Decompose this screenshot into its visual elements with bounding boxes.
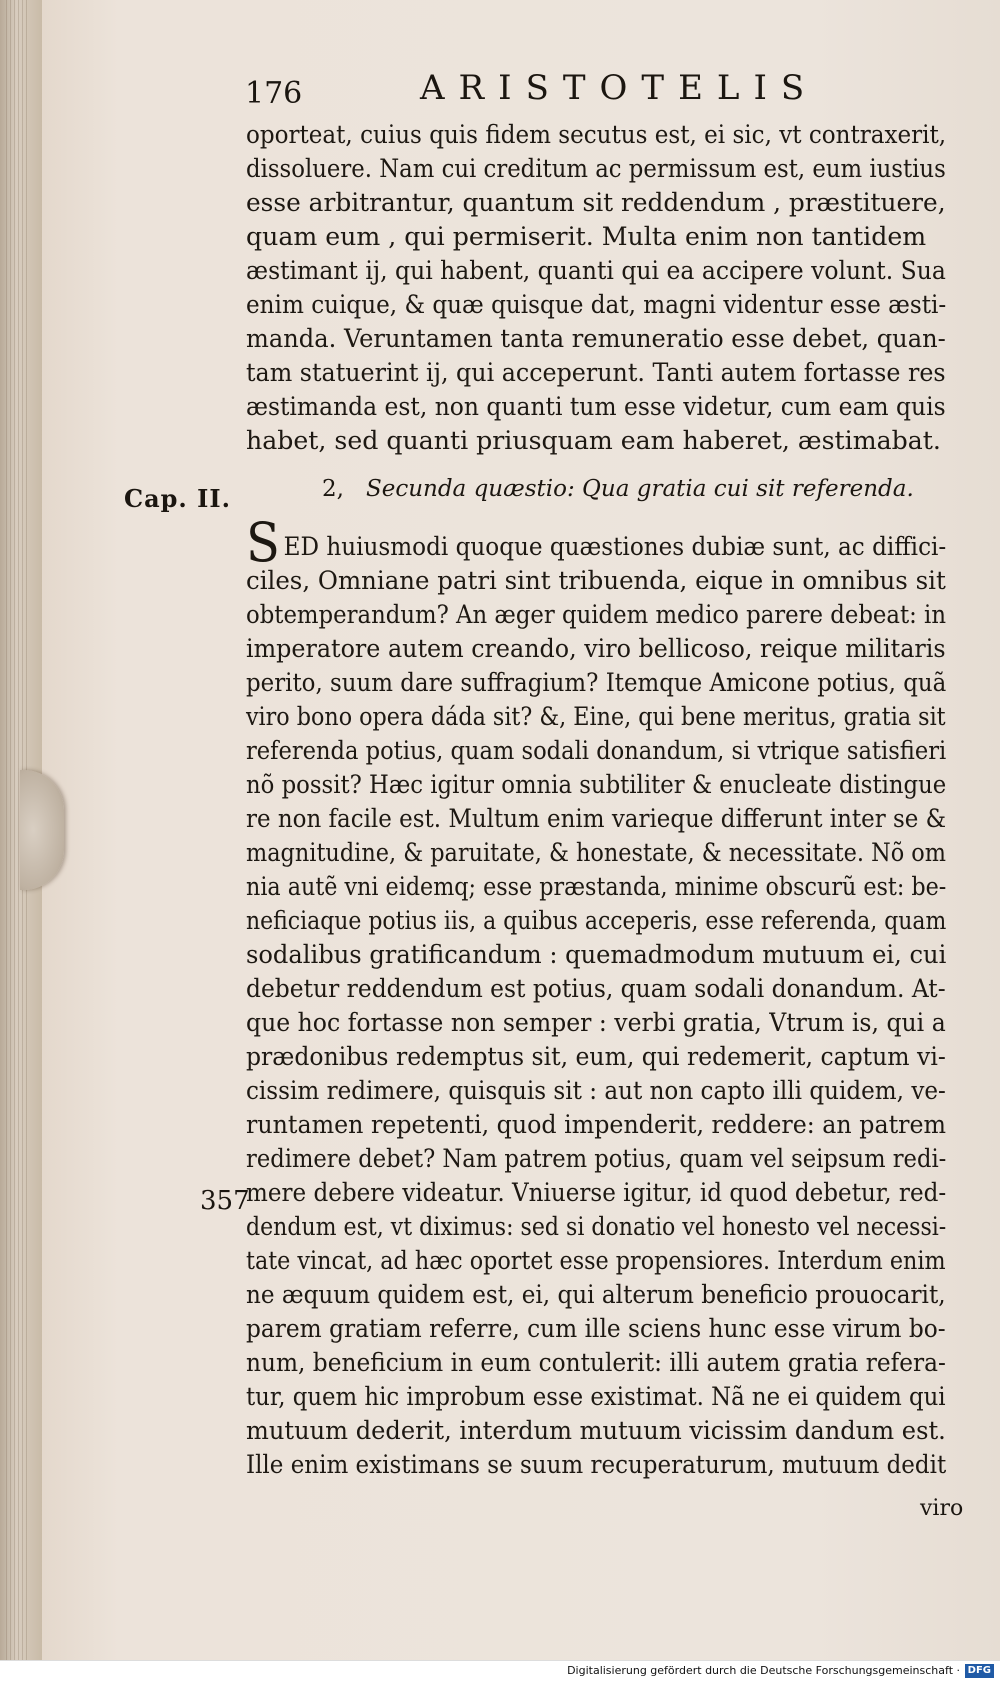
running-head [245, 62, 819, 111]
text-line: cissim redimere, quisquis sit : aut non capto illi quidem, ve- [246, 1076, 946, 1105]
chapter-heading-text: Secunda quæstio: Qua gratia cui sit referenda. [365, 476, 914, 502]
text-line: manda. Veruntamen tanta remuneratio esse debet, quan- [246, 324, 946, 353]
text-line: æstimant ij, qui habent, quanti qui ea accipere volunt. Sua [246, 256, 946, 285]
text-line: enim cuique, & quæ quisque dat, magni videntur esse æsti- [246, 290, 947, 319]
text-line: prædonibus redemptus sit, eum, qui redemerit, captum vi- [246, 1042, 946, 1071]
text-line: esse arbitrantur, quantum sit reddendum , præstituere, [246, 188, 946, 217]
text-line: mere debere videatur. Vniuerse igitur, id quod debetur, red- [246, 1178, 947, 1207]
drop-cap: S [246, 511, 280, 574]
chapter-number: 2, [322, 476, 344, 502]
text-line: nõ possit? Hæc igitur omnia subtiliter & enucleate distingue [246, 770, 947, 799]
text-line: dendum est, vt diximus: sed si donatio vel honesto vel necessi- [246, 1212, 947, 1241]
text-line: dissoluere. Nam cui creditum ac permissum est, eum iustius [246, 154, 946, 183]
text-line: æstimanda est, non quanti tum esse videtur, cum eam quis [246, 392, 946, 421]
text-line: runtamen repetenti, quod impenderit, reddere: an patrem [246, 1110, 947, 1139]
text-line: quam eum , qui permiserit. Multa enim non tantidem [246, 222, 927, 251]
paragraph-2 [246, 511, 966, 1482]
text-line: tam statuerint ij, qui acceperunt. Tanti autem fortasse res [246, 358, 946, 387]
page-number: 176 [245, 76, 303, 111]
text-line: tate vincat, ad hæc oportet esse propensiores. Interdum enim [246, 1246, 946, 1275]
text-line: num, beneficium in eum contulerit: illi autem gratia refera- [246, 1348, 946, 1377]
text-line: obtemperandum? An æger quidem medico parere debeat: in [246, 600, 946, 629]
text-line: re non facile est. Multum enim varieque differunt inter se & [246, 804, 947, 833]
text-line: magnitudine, & paruitate, & honestate, & necessitate. Nõ om [246, 838, 946, 867]
text-line: neficiaque potius iis, a quibus acceperis, esse referenda, quam [246, 906, 947, 935]
text-line: tur, quem hic improbum esse existimat. Nã ne ei quidem qui [246, 1382, 946, 1411]
chapter-label: Cap. II. [124, 484, 231, 513]
dfg-logo: DFG [965, 1664, 994, 1678]
footer-bar [0, 1660, 1000, 1682]
margin-number: 357 [200, 1186, 250, 1216]
text-line: nia autẽ vni eidemq; esse præstanda, minime obscurũ est: be- [246, 872, 947, 901]
text-line: perito, suum dare suffragium? Itemque Amicone potius, quã [246, 668, 947, 697]
header-title: ARISTOTELIS [420, 68, 819, 108]
text-line: redimere debet? Nam patrem potius, quam vel seipsum redi- [246, 1144, 947, 1173]
first-line-text: ED huiusmodi quoque quæstiones dubiæ sunt, ac diffici- [283, 532, 947, 561]
text-line: oporteat, cuius quis fidem secutus est, ei sic, vt contraxerit, [246, 120, 947, 149]
paragraph-1 [246, 118, 966, 458]
catchword: viro [920, 1496, 964, 1521]
text-line: ne æquum quidem est, ei, qui alterum beneficio prouocarit, [246, 1280, 946, 1309]
text-line: viro bono opera dáda sit? &, Eine, qui bene meritus, gratia sit [246, 702, 946, 731]
text-line: imperatore autem creando, viro bellicoso, reique militaris [246, 634, 946, 663]
text-line: que hoc fortasse non semper : verbi gratia, Vtrum is, qui a [246, 1008, 946, 1037]
text-line: parem gratiam referre, cum ille sciens hunc esse virum bo- [246, 1314, 946, 1343]
text-line: sodalibus gratificandum : quemadmodum mutuum ei, cui [246, 940, 947, 969]
text-line: mutuum dederit, interdum mutuum vicissim dandum est. [246, 1416, 946, 1445]
text-line: referenda potius, quam sodali donandum, si vtrique satisfieri [246, 736, 947, 765]
footer-credit: Digitalisierung gefördert durch die Deutsche Forschungsgemeinschaft · [567, 1664, 960, 1677]
text-line: ciles, Omniane patri sint tribuenda, eique in omnibus sit [246, 566, 946, 595]
text-line: debetur reddendum est potius, quam sodali donandum. At- [246, 974, 946, 1003]
text-line: habet, sed quanti priusquam eam haberet, æstimabat. [246, 426, 941, 455]
book-clasp [20, 770, 64, 890]
chapter-heading [322, 476, 914, 502]
text-line: Ille enim existimans se suum recuperaturum, mutuum dedit [246, 1450, 947, 1479]
text-line-first [246, 511, 947, 574]
